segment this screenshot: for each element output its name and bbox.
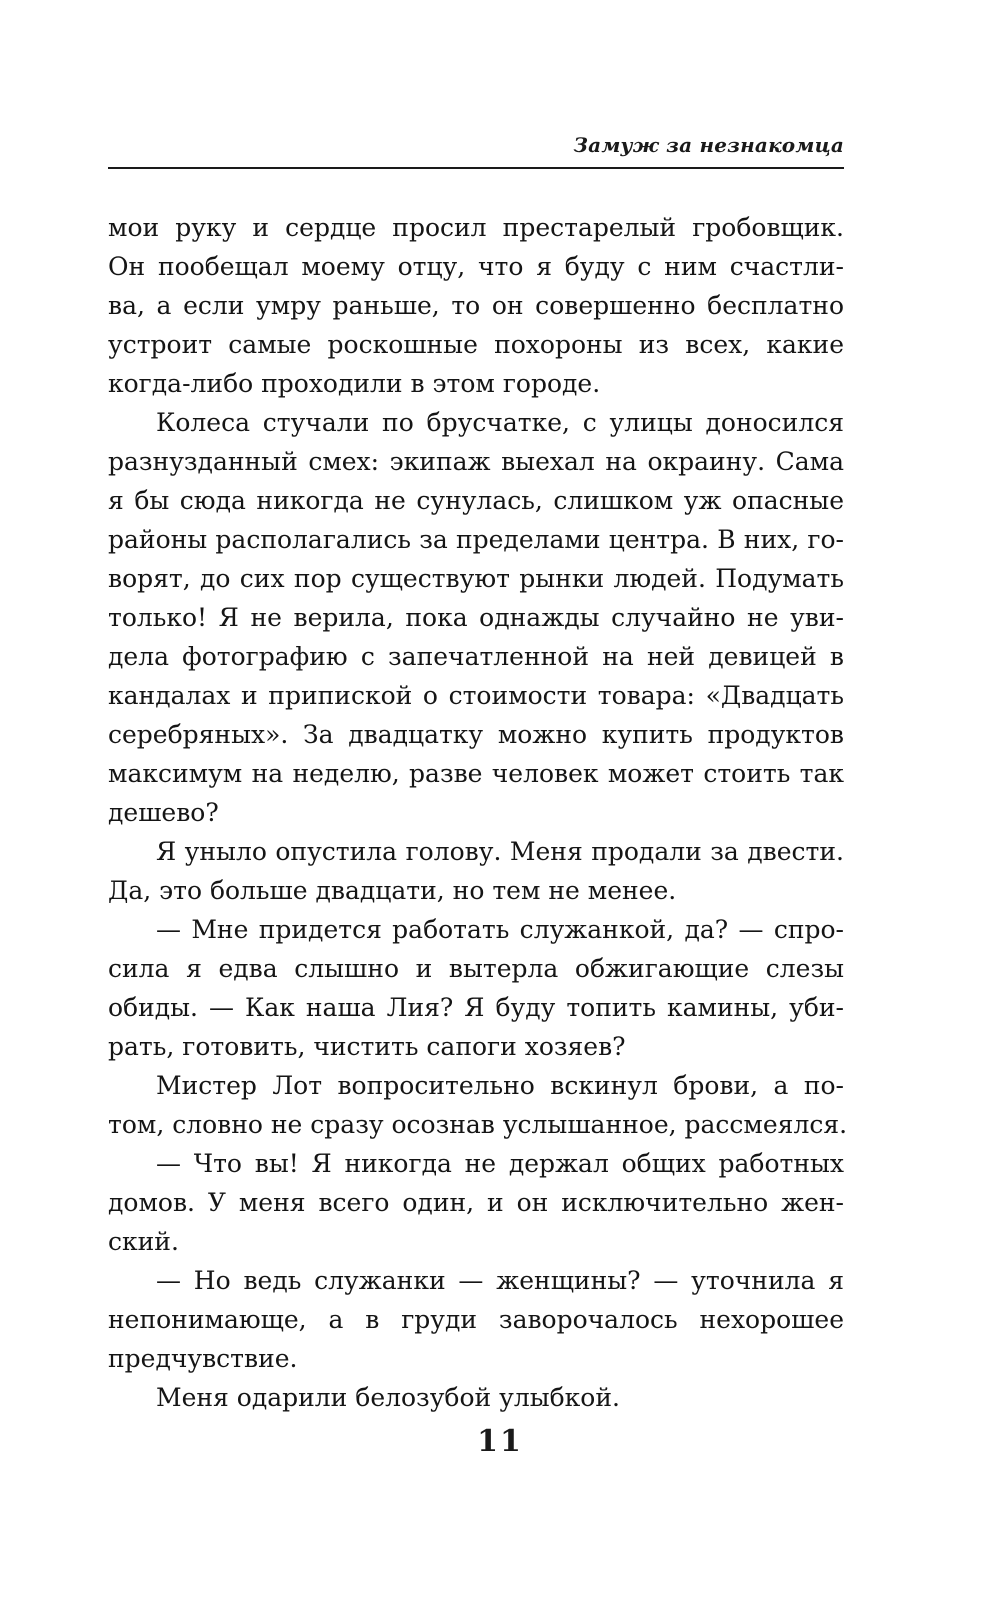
text-line: дела фотографию с запечатленной на ней девицей в <box>108 642 844 671</box>
text-line: мои руку и сердце просил престарелый гробовщик. <box>108 213 844 242</box>
text-line: ва, а если умру раньше, то он совершенно бесплатно <box>108 291 844 320</box>
text-line: сила я едва слышно и вытерла обжигающие слезы <box>108 954 844 983</box>
running-header: Замуж за незнакомца <box>573 133 844 157</box>
text-line: серебряных». За двадцатку можно купить продуктов <box>108 720 844 749</box>
page-number: 11 <box>477 1424 523 1459</box>
text-line: — Но ведь служанки — женщины? — уточнила я <box>156 1266 844 1295</box>
header-rule <box>108 167 844 169</box>
text-line: предчувствие. <box>108 1344 298 1373</box>
text-line: я бы сюда никогда не сунулась, слишком уж опасные <box>108 486 844 515</box>
text-line: устроит самые роскошные похороны из всех, какие <box>108 330 844 359</box>
text-line: Да, это больше двадцати, но тем не менее. <box>108 876 677 905</box>
text-line: только! Я не верила, пока однажды случайно не уви- <box>108 603 844 632</box>
text-line: домов. У меня всего один, и он исключительно жен- <box>108 1188 844 1217</box>
text-line: Мистер Лот вопросительно вскинул брови, а по- <box>156 1071 844 1100</box>
text-line: — Что вы! Я никогда не держал общих работных <box>156 1149 844 1178</box>
text-line: дешево? <box>108 798 219 827</box>
text-line: районы располагались за пределами центра. В них, го- <box>108 525 844 554</box>
body-text <box>108 208 848 1417</box>
text-line: максимум на неделю, разве человек может стоить так <box>108 759 844 788</box>
text-line: том, словно не сразу осознав услышанное, рассмеялся. <box>108 1110 848 1139</box>
text-line: Колеса стучали по брусчатке, с улицы доносился <box>156 408 844 437</box>
text-line: разнузданный смех: экипаж выехал на окраину. Сама <box>108 447 844 476</box>
text-line: обиды. — Как наша Лия? Я буду топить камины, уби- <box>108 993 844 1022</box>
text-line: рать, готовить, чистить сапоги хозяев? <box>108 1032 626 1061</box>
text-line: Меня одарили белозубой улыбкой. <box>156 1383 620 1412</box>
text-line: ский. <box>108 1227 179 1256</box>
text-line: непонимающе, а в груди заворочалось нехорошее <box>108 1305 844 1334</box>
text-line: кандалах и припиской о стоимости товара: «Двадцать <box>108 681 844 710</box>
text-line: ворят, до сих пор существуют рынки людей. Подумать <box>108 564 844 593</box>
text-line: когда-либо проходили в этом городе. <box>108 369 601 398</box>
text-line: Я уныло опустила голову. Меня продали за двести. <box>156 837 844 866</box>
text-line: Он пообещал моему отцу, что я буду с ним счастли- <box>108 252 844 281</box>
text-line: — Мне придется работать служанкой, да? — спро- <box>156 915 844 944</box>
